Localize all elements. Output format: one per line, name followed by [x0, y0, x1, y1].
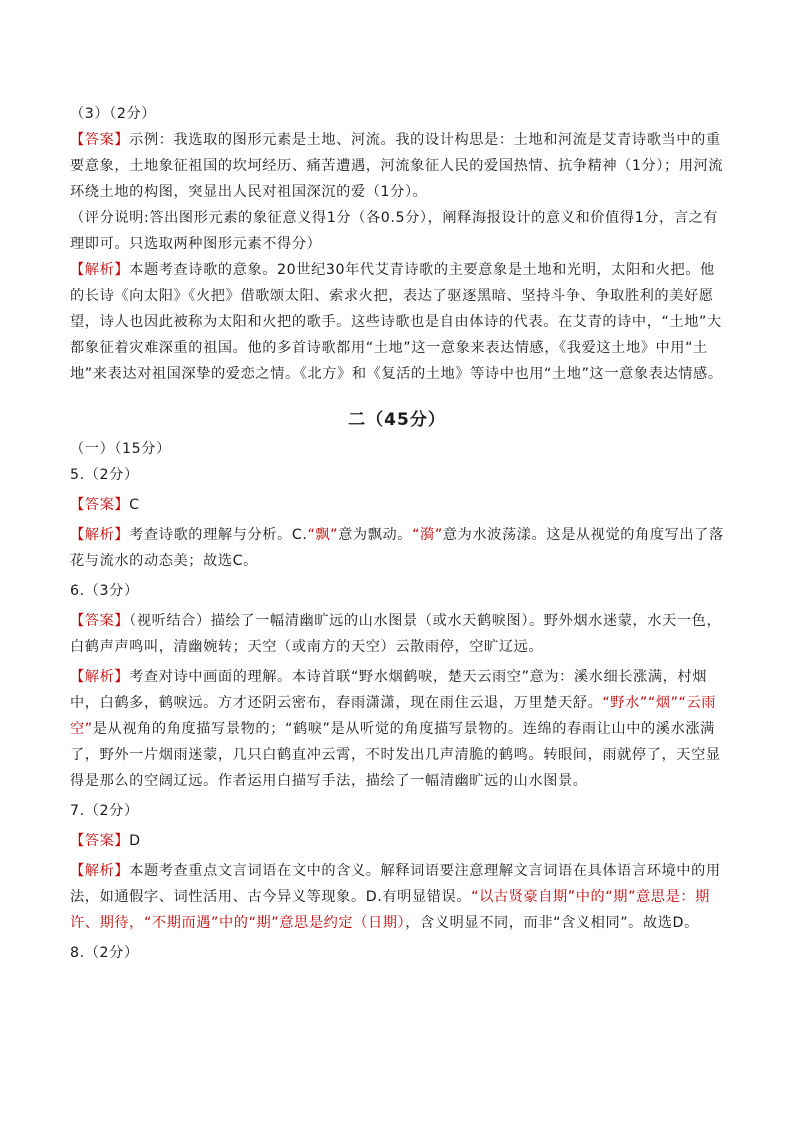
q5-quote-yi: “漪”	[412, 527, 443, 543]
answer-tag: 【答案】	[70, 833, 130, 849]
q3-analysis-text: 本题考查诗歌的意象。20世纪30年代艾青诗歌的主要意象是土地和光明，太阳和火把。他的长诗《向太阳》《火把》借歌颂太阳、索求火把，表达了驱逐黑暗、坚持斗争、争取胜利的美好愿望，诗人也因此被称为太阳和火把的歌手。这些诗歌也是自由体诗的代表。在艾青的诗中，“土地”大都象征着灾难深重的祖国。他的多首诗歌都用“土地”这一意象来表达情感，《我爱这土地》中用“土地”来表达对祖国深挚的爱恋之情。《北方》和《复活的土地》等诗中也用“土地”这一意象表达情感。	[70, 262, 723, 382]
q7-answer-text: D	[129, 833, 141, 849]
q8-number: 8.（2分）	[70, 945, 139, 961]
q7-analysis	[70, 858, 725, 936]
q3-number: （3）（2分）	[70, 106, 157, 122]
q5-number: 5.（2分）	[70, 467, 139, 483]
q6-quote: “野水”“烟”“云雨空”	[70, 695, 717, 737]
q6-analysis-text: 考查对诗中画面的理解。本诗首联“野水烟鹤唳，楚天云雨空”意为：溪水细长涨满，村烟中，白鹤多，鹤唳远。方才还阴云密布，春雨潇潇，现在雨住云退，万里楚天舒。	[70, 669, 707, 711]
section-two-block	[70, 436, 725, 966]
analysis-tag: 【解析】	[70, 262, 130, 278]
q5-analysis	[70, 522, 725, 574]
q3-scoring-note: （评分说明:答出图形元素的象征意义得1分（各0.5分），阐释海报设计的意义和价值得1分，言之有理即可。只选取两种图形元素不得分）	[70, 210, 719, 252]
q3-analysis	[70, 257, 725, 387]
answer-tag: 【答案】	[70, 132, 130, 148]
q5-quote-piao: “飘”	[307, 527, 339, 543]
q3-block	[70, 101, 725, 387]
analysis-tag: 【解析】	[70, 527, 130, 543]
q7-analysis-text: 本题考查重点文言词语在文中的含义。解释词语要注意理解文言词语在具体语言环境中的用法，如通假字、词性活用、古今异义等现象。D.有明显错误。	[70, 863, 721, 905]
q5-answer	[70, 492, 725, 518]
subsection-heading: （一）（15分）	[70, 441, 171, 457]
q6-analysis-text: 是从视角的角度描写景物的；“鹤唳”是从听觉的角度描写景物的。连绵的春雨让山中的溪水涨满了，野外一片烟雨迷蒙，几只白鹤直冲云霄，不时发出几声清脆的鹤鸣。转眼间，雨就停了，天空显得是那么的空阔辽远。作者运用白描写手法，描绘了一幅清幽旷远的山水图景。	[70, 721, 721, 789]
q5-answer-text: C	[129, 497, 140, 513]
q3-answer-text: 示例：我选取的图形元素是土地、河流。我的设计构思是：土地和河流是艾青诗歌当中的重要意象，土地象征祖国的坎坷经历、痛苦遭遇，河流象征人民的爱国热情、抗争精神（1分）；用河流环绕土地的构图，突显出人民对祖国深沉的爱（1分）。	[70, 132, 724, 200]
q3-answer	[70, 127, 725, 205]
q6-number: 6.（3分）	[70, 583, 139, 599]
analysis-tag: 【解析】	[70, 863, 130, 879]
q7-analysis-text: ，含义明显不同，而非“含义相同”。故选D。	[405, 915, 699, 931]
q6-answer	[70, 608, 725, 660]
answer-tag: 【答案】	[70, 497, 130, 513]
analysis-tag: 【解析】	[70, 669, 130, 685]
q6-analysis	[70, 664, 725, 794]
q5-analysis-text: 意为飘动。	[338, 527, 413, 543]
q7-answer	[70, 828, 725, 854]
q6-answer-text: （视听结合）描绘了一幅清幽旷远的山水图景（或水天鹤唳图）。野外烟水迷蒙，水天一色，白鹤声声鸣叫，清幽婉转；天空（或南方的天空）云散雨停，空旷辽远。	[70, 613, 722, 655]
q7-quote: “以古贤豪自期”中的“期”意思是：期许、期待，“不期而遇”中的“期”意思是约定（日期）	[70, 889, 710, 931]
answer-tag: 【答案】	[70, 613, 130, 629]
section-title: 二（45分）	[348, 410, 446, 430]
q5-analysis-text: 考查诗歌的理解与分析。C.	[129, 527, 308, 543]
q7-number: 7.（2分）	[70, 803, 139, 819]
q5-analysis-text: 意为水波荡漾。这是从视觉的角度写出了落花与流水的动态美；故选C。	[70, 527, 724, 569]
